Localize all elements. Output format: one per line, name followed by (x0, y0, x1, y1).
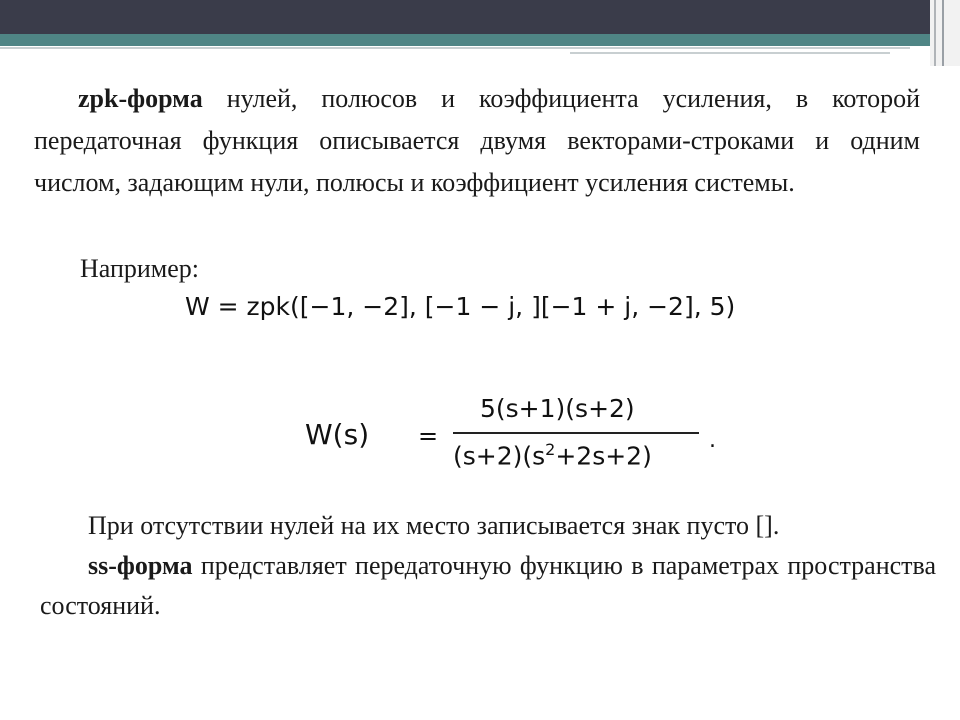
tf-denominator-exponent: 2 (545, 440, 556, 459)
tf-equals: = (418, 422, 439, 450)
fraction-bar (453, 432, 699, 434)
header-rule-short (570, 52, 890, 54)
empty-zeros-note: При отсутствии нулей на их место записывается знак пусто []. (88, 511, 780, 540)
tf-denominator (453, 440, 652, 470)
transfer-function (305, 392, 725, 484)
corner-decoration (930, 0, 960, 66)
tf-denominator-suffix: +2s+2) (555, 441, 652, 471)
example-label: Например: (80, 254, 200, 283)
tf-lhs: W(s) (305, 418, 370, 451)
tf-numerator: 5(s+1)(s+2) (480, 394, 635, 423)
zpk-formula: W = zpk([−1, −2], [−1 − j, ][−1 + j, −2], 5) (185, 292, 736, 321)
ss-term: ss-форма (88, 551, 193, 580)
header-band (0, 0, 960, 34)
zpk-term: zpk-форма (78, 84, 203, 113)
header-accent-line (0, 34, 960, 46)
ss-paragraph (40, 506, 936, 626)
ss-description: представляет передаточную функцию в параметрах пространства состояний. (40, 551, 936, 620)
tf-trailing-dot: . (709, 428, 716, 453)
zpk-paragraph (34, 78, 920, 204)
tf-denominator-prefix: (s+2)(s (453, 441, 546, 471)
zpk-description: нулей, полюсов и коэффициента усиления, в которой передаточная функция описывается двумя векторами-строками и одним числом, задающим нули, полюсы и коэффициент усиления системы. (34, 84, 920, 197)
header-rule (0, 47, 910, 49)
